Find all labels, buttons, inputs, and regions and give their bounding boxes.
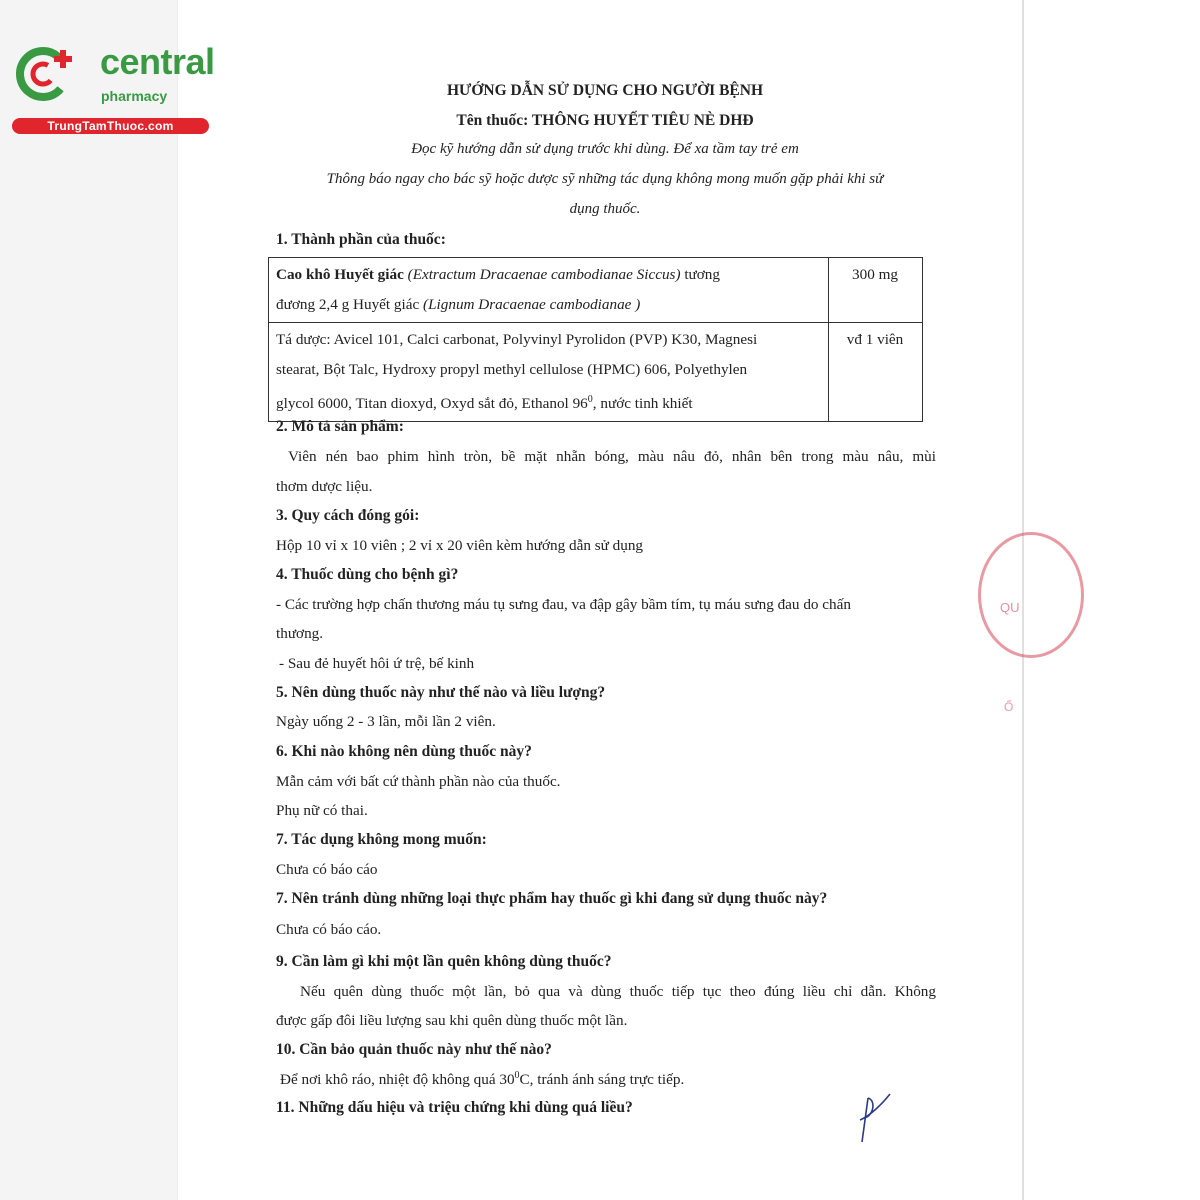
stamp-text: Ố	[1004, 700, 1014, 714]
table-cell: Cao khô Huyết giác (Extractum Dracaenae cambodianae Siccus) tương đương 2,4 g Huyết giác (Lignum Dracaenae cambodianae )	[269, 258, 829, 323]
brand-url[interactable]: TrungTamThuoc.com	[12, 118, 209, 134]
document-heading: HƯỚNG DẪN SỬ DỤNG CHO NGƯỜI BỆNH	[446, 82, 764, 99]
table-cell-amount: 300 mg	[829, 258, 923, 323]
red-stamp	[978, 532, 1084, 658]
body-text: thơm dược liệu.	[276, 478, 373, 495]
section-title: 3. Quy cách đóng gói:	[276, 507, 420, 524]
brand-name: central	[100, 41, 215, 82]
body-text: Ngày uống 2 - 3 lần, mỗi lần 2 viên.	[276, 713, 496, 730]
table-row	[269, 258, 923, 323]
logo-mark-icon	[10, 38, 80, 108]
drug-name: Tên thuốc: THÔNG HUYẾT TIÊU NÈ DHĐ	[456, 112, 754, 129]
brand-subtitle: pharmacy	[101, 88, 168, 104]
body-text: Để nơi khô ráo, nhiệt độ không quá $30^0C$, tránh ánh sáng trực tiếp.	[280, 1070, 685, 1089]
table-cell-amount: vđ 1 viên	[829, 323, 923, 422]
body-text: Mẫn cảm với bất cứ thành phần nào của thuốc.	[276, 773, 561, 790]
section-title: 9. Cần làm gì khi một lần quên không dùng thuốc?	[276, 953, 612, 970]
section-title: 1. Thành phần của thuốc:	[276, 231, 446, 248]
section-title: 2. Mô tả sản phẩm:	[276, 418, 404, 435]
signature-mark	[850, 1090, 900, 1145]
section-title: 4. Thuốc dùng cho bệnh gì?	[276, 566, 459, 583]
table-row	[269, 323, 923, 422]
table-cell: Tá dược: Avicel 101, Calci carbonat, Polyvinyl Pyrolidon (PVP) K30, Magnesi stearat, Bột Talc, Hydroxy propyl methyl cellulose (HPMC) 606, Polyethylen glycol 6000, Titan dioxyd, Oxyd sắt đỏ, Ethanol $96^0$, nước tinh khiết	[269, 323, 829, 422]
body-text: - Sau đẻ huyết hôi ứ trệ, bế kinh	[279, 655, 475, 672]
section-title: 7. Tác dụng không mong muốn:	[276, 831, 487, 848]
body-text: thương.	[276, 625, 324, 642]
body-text: Chưa có báo cáo	[276, 861, 378, 878]
body-text: được gấp đôi liều lượng sau khi quên dùng thuốc một lần.	[276, 1012, 628, 1029]
section-title: 11. Những dấu hiệu và triệu chứng khi dùng quá liều?	[276, 1099, 633, 1116]
body-text: Hộp 10 vỉ x 10 viên ; 2 vỉ x 20 viên kèm hướng dẫn sử dụng	[276, 537, 644, 554]
section-title: 7. Nên tránh dùng những loại thực phẩm hay thuốc gì khi đang sử dụng thuốc này?	[276, 890, 828, 907]
body-text: - Các trường hợp chấn thương máu tụ sưng đau, va đập gây bầm tím, tụ máu sưng đau do chấn	[276, 596, 851, 613]
section-title: 5. Nên dùng thuốc này như thế nào và liều lượng?	[276, 684, 606, 701]
body-text: Phụ nữ có thai.	[276, 802, 368, 819]
composition-table	[268, 257, 923, 422]
section-title: 10. Cần bảo quản thuốc này như thế nào?	[276, 1041, 552, 1058]
report-note: Thông báo ngay cho bác sỹ hoặc dược sỹ những tác dụng không mong muốn gặp phải khi sử	[326, 171, 884, 187]
section-title: 6. Khi nào không nên dùng thuốc này?	[276, 743, 532, 760]
body-text: Chưa có báo cáo.	[276, 921, 382, 938]
read-note: Đọc kỹ hướng dẫn sử dụng trước khi dùng. Để xa tầm tay trẻ em	[411, 141, 799, 157]
body-text: Nếu quên dùng thuốc một lần, bỏ qua và dùng thuốc tiếp tục theo đúng liều chỉ dẫn. Không	[300, 983, 936, 1000]
brand-logo[interactable]	[10, 38, 215, 138]
report-note-cont: dụng thuốc.	[569, 201, 641, 217]
stamp-text: QU	[1000, 600, 1020, 615]
body-text: Viên nén bao phim hình tròn, bề mặt nhẵn bóng, màu nâu đỏ, nhân bên trong màu nâu, mùi	[288, 448, 936, 465]
